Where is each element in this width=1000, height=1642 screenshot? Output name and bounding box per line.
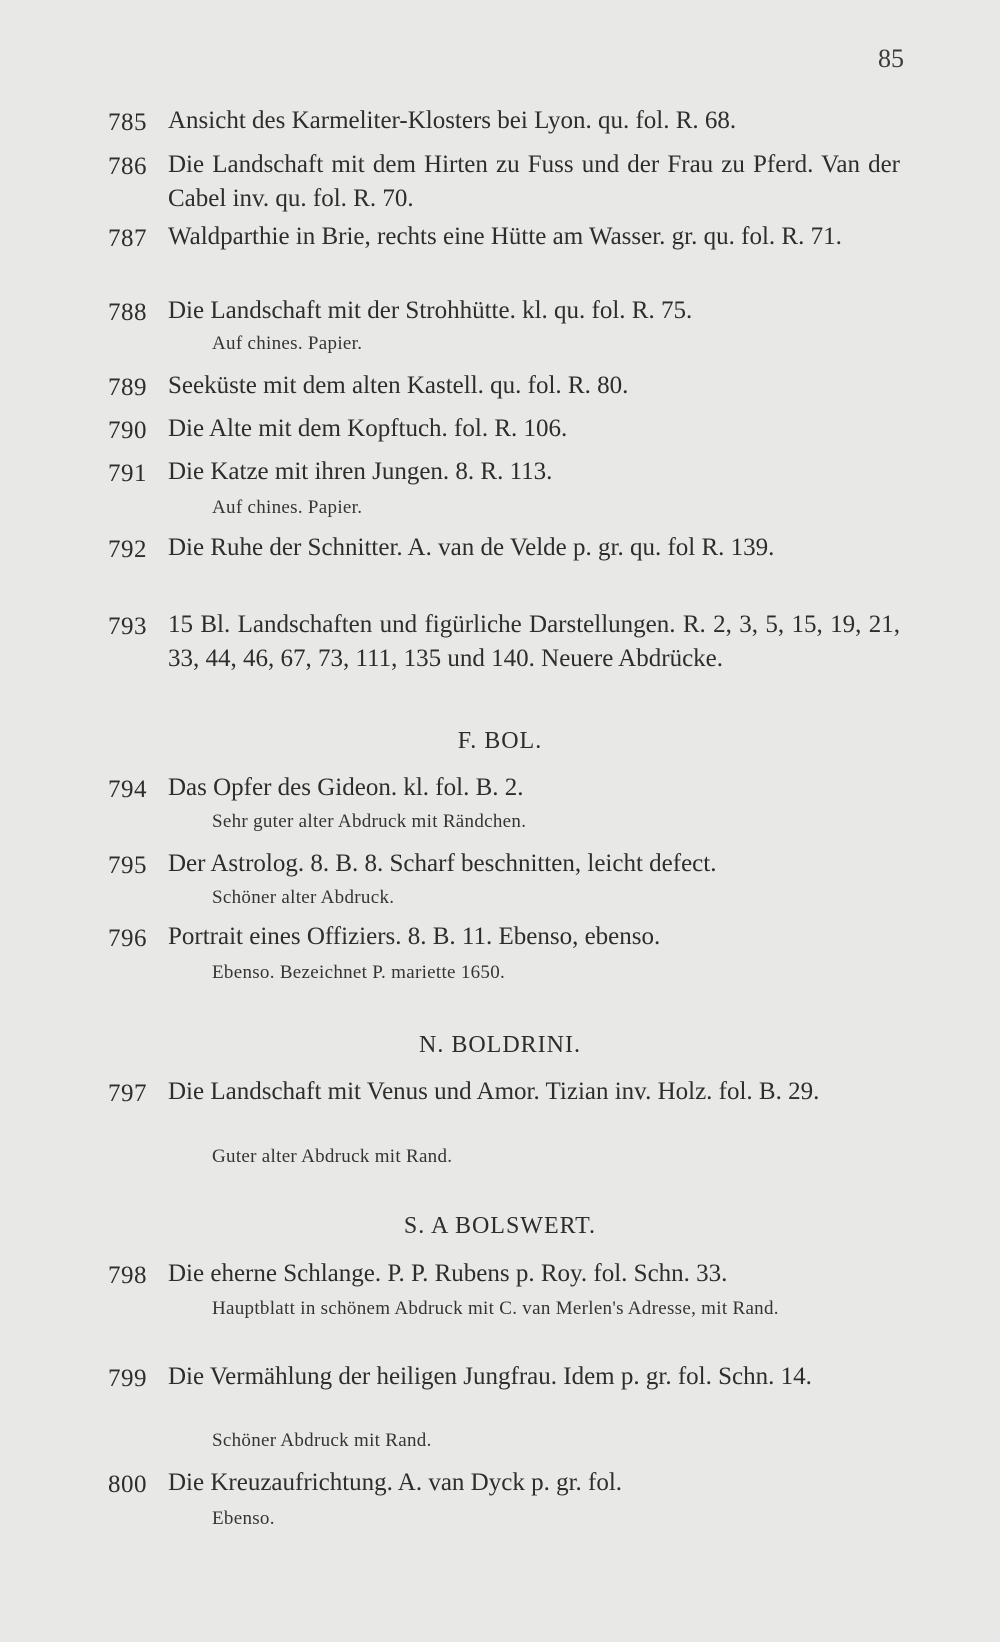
entry-number: 790 xyxy=(108,417,147,444)
entry-number: 787 xyxy=(108,225,147,252)
entry-text: Die eherne Schlange. P. P. Rubens p. Roy. fol. Schn. 33. xyxy=(168,1260,728,1287)
entry-number: 789 xyxy=(108,374,147,401)
entry-number: 798 xyxy=(108,1262,147,1289)
page-number: 85 xyxy=(878,44,904,73)
entry-text: Seeküste mit dem alten Kastell. qu. fol. R. 80. xyxy=(168,372,629,399)
section-heading-bolswert: S. A BOLSWERT. xyxy=(403,1213,597,1239)
entry-text: Die Katze mit ihren Jungen. 8. R. 113. xyxy=(168,458,553,485)
entry-number: 788 xyxy=(108,299,147,326)
entry-note: Auf chines. Papier. xyxy=(212,333,363,354)
entry-note: Auf chines. Papier. xyxy=(212,497,363,518)
entry-note: Ebenso. Bezeichnet P. mariette 1650. xyxy=(212,962,506,983)
entry-number: 800 xyxy=(108,1471,147,1498)
entry-number: 799 xyxy=(108,1365,147,1392)
section-heading-bol: F. BOL. xyxy=(457,728,543,754)
entry-text: 15 Bl. Landschaften und figürliche Darstellungen. R. 2, 3, 5, 15, 19, 21, 33, 44, 46, 67, 73, 111, 135 und 140. Neuere Abdrücke. xyxy=(168,611,900,672)
entry-note: Hauptblatt in schönem Abdruck mit C. van Merlen's Adresse, mit Rand. xyxy=(212,1298,779,1319)
entry-text: Die Ruhe der Schnitter. A. van de Velde p. gr. qu. fol R. 139. xyxy=(168,534,775,561)
entry-text: Die Alte mit dem Kopftuch. fol. R. 106. xyxy=(168,415,568,442)
entry-number: 786 xyxy=(108,153,147,180)
entry-note: Sehr guter alter Abdruck mit Rändchen. xyxy=(212,811,527,832)
entry-text: Die Landschaft mit der Strohhütte. kl. qu. fol. R. 75. xyxy=(168,297,693,324)
entry-number: 797 xyxy=(108,1080,147,1107)
entry-number: 785 xyxy=(108,109,147,136)
entry-note: Guter alter Abdruck mit Rand. xyxy=(212,1146,453,1167)
entry-text: Ansicht des Karmeliter-Klosters bei Lyon. qu. fol. R. 68. xyxy=(168,107,737,134)
entry-number: 794 xyxy=(108,776,147,803)
entry-text: Die Vermählung der heiligen Jungfrau. Idem p. gr. fol. Schn. 14. xyxy=(168,1363,812,1390)
entry-number: 793 xyxy=(108,613,147,640)
entry-number: 792 xyxy=(108,536,147,563)
entry-note: Schöner alter Abdruck. xyxy=(212,887,395,908)
entry-text: Das Opfer des Gideon. kl. fol. B. 2. xyxy=(168,774,524,801)
entry-text: Die Kreuzaufrichtung. A. van Dyck p. gr. fol. xyxy=(168,1469,623,1496)
entry-text: Portrait eines Offiziers. 8. B. 11. Ebenso, ebenso. xyxy=(168,923,661,950)
entry-text: Die Landschaft mit Venus und Amor. Tizian inv. Holz. fol. B. 29. xyxy=(168,1078,820,1105)
entry-text: Die Landschaft mit dem Hirten zu Fuss und der Frau zu Pferd. Van der Cabel inv. qu. fol. R. 70. xyxy=(168,151,900,212)
entry-number: 795 xyxy=(108,852,147,879)
entry-number: 791 xyxy=(108,460,147,487)
entry-text: Waldparthie in Brie, rechts eine Hütte am Wasser. gr. qu. fol. R. 71. xyxy=(168,223,842,250)
entry-note: Schöner Abdruck mit Rand. xyxy=(212,1430,432,1451)
section-heading-boldrini: N. BOLDRINI. xyxy=(419,1032,581,1058)
entry-text: Der Astrolog. 8. B. 8. Scharf beschnitten, leicht defect. xyxy=(168,850,717,877)
entry-note: Ebenso. xyxy=(212,1508,275,1529)
entry-number: 796 xyxy=(108,925,147,952)
